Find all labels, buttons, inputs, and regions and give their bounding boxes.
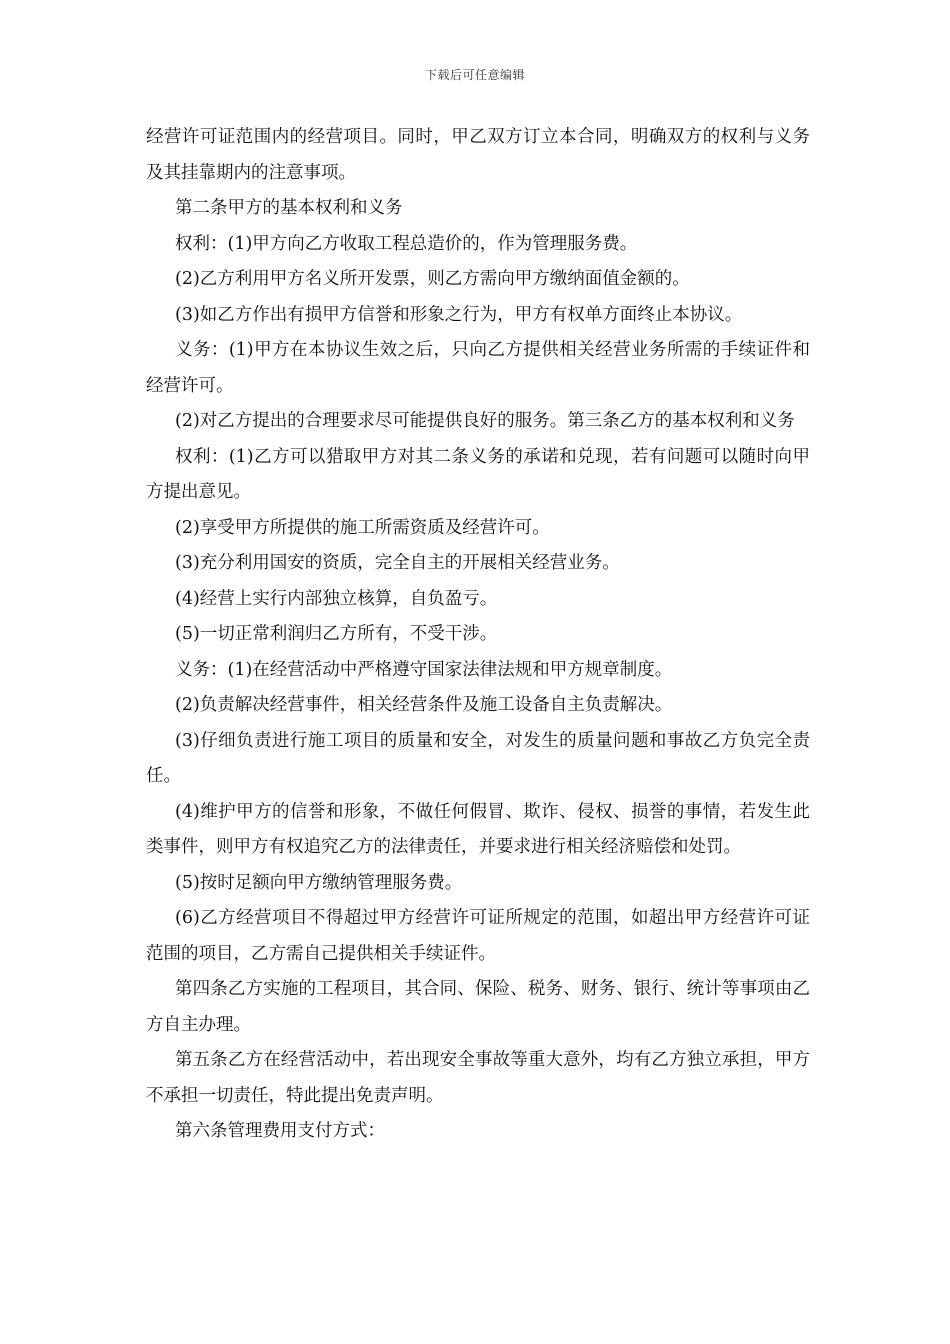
header-note: 下载后可任意编辑	[424, 68, 525, 82]
paragraph-4: (3)如乙方作出有损甲方信誉和形象之行为，甲方有权单方面终止本协议。	[175, 304, 743, 325]
document-body	[146, 120, 810, 1150]
paragraph-7: 权利：(1)乙方可以猎取甲方对其二条义务的承诺和兑现，若有问题可以随时向甲方提出意见。	[146, 446, 810, 502]
paragraph-11: (5)一切正常利润归乙方所有，不受干涉。	[175, 624, 498, 644]
paragraph-15: (4)维护甲方的信誉和形象，不做任何假冒、欺诈、侵权、损誉的事情，若发生此类事件，则甲方有权追究乙方的法律责任，并要求进行相关经济赔偿和处罚。	[146, 801, 810, 857]
paragraph-16: (5)按时足额向甲方缴纳管理服务费。	[175, 872, 463, 893]
paragraph-5: 义务：(1)甲方在本协议生效之后，只向乙方提供相关经营业务所需的手续证件和经营许可。	[146, 340, 810, 396]
paragraph-2: 权利：(1)甲方向乙方收取工程总造价的，作为管理服务费。	[175, 233, 638, 254]
paragraph-12: 义务：(1)在经营活动中严格遵守国家法律法规和甲方规章制度。	[175, 659, 673, 680]
paragraph-14: (3)仔细负责进行施工项目的质量和安全，对发生的质量问题和事故乙方负完全责任。	[146, 730, 810, 786]
paragraph-10: (4)经营上实行内部独立核算，自负盈亏。	[175, 588, 498, 609]
paragraph-6: (2)对乙方提出的合理要求尽可能提供良好的服务。第三条乙方的基本权利和义务	[175, 411, 795, 431]
paragraph-20: 第六条管理费用支付方式：	[175, 1121, 385, 1141]
paragraph-18: 第四条乙方实施的工程项目，其合同、保险、税务、财务、银行、统计等事项由乙方自主办理。	[146, 979, 810, 1035]
paragraph-9: (3)充分利用国安的资质，完全自主的开展相关经营业务。	[175, 553, 620, 573]
paragraph-3: (2)乙方利用甲方名义所开发票，则乙方需向甲方缴纳面值金额的。	[175, 269, 690, 289]
paragraph-8: (2)享受甲方所提供的施工所需资质及经营许可。	[175, 517, 550, 538]
paragraph-1: 第二条甲方的基本权利和义务	[175, 198, 403, 218]
paragraph-13: (2)负责解决经营事件，相关经营条件及施工设备自主负责解决。	[175, 695, 673, 715]
paragraph-17: (6)乙方经营项目不得超过甲方经营许可证所规定的范围，如超出甲方经营许可证范围的项目，乙方需自己提供相关手续证件。	[146, 908, 810, 964]
paragraph-19: 第五条乙方在经营活动中，若出现安全事故等重大意外，均有乙方独立承担，甲方不承担一切责任，特此提出免责声明。	[146, 1050, 810, 1106]
paragraph-0: 经营许可证范围内的经营项目。同时，甲乙双方订立本合同，明确双方的权利与义务及其挂靠期内的注意事项。	[146, 127, 810, 183]
